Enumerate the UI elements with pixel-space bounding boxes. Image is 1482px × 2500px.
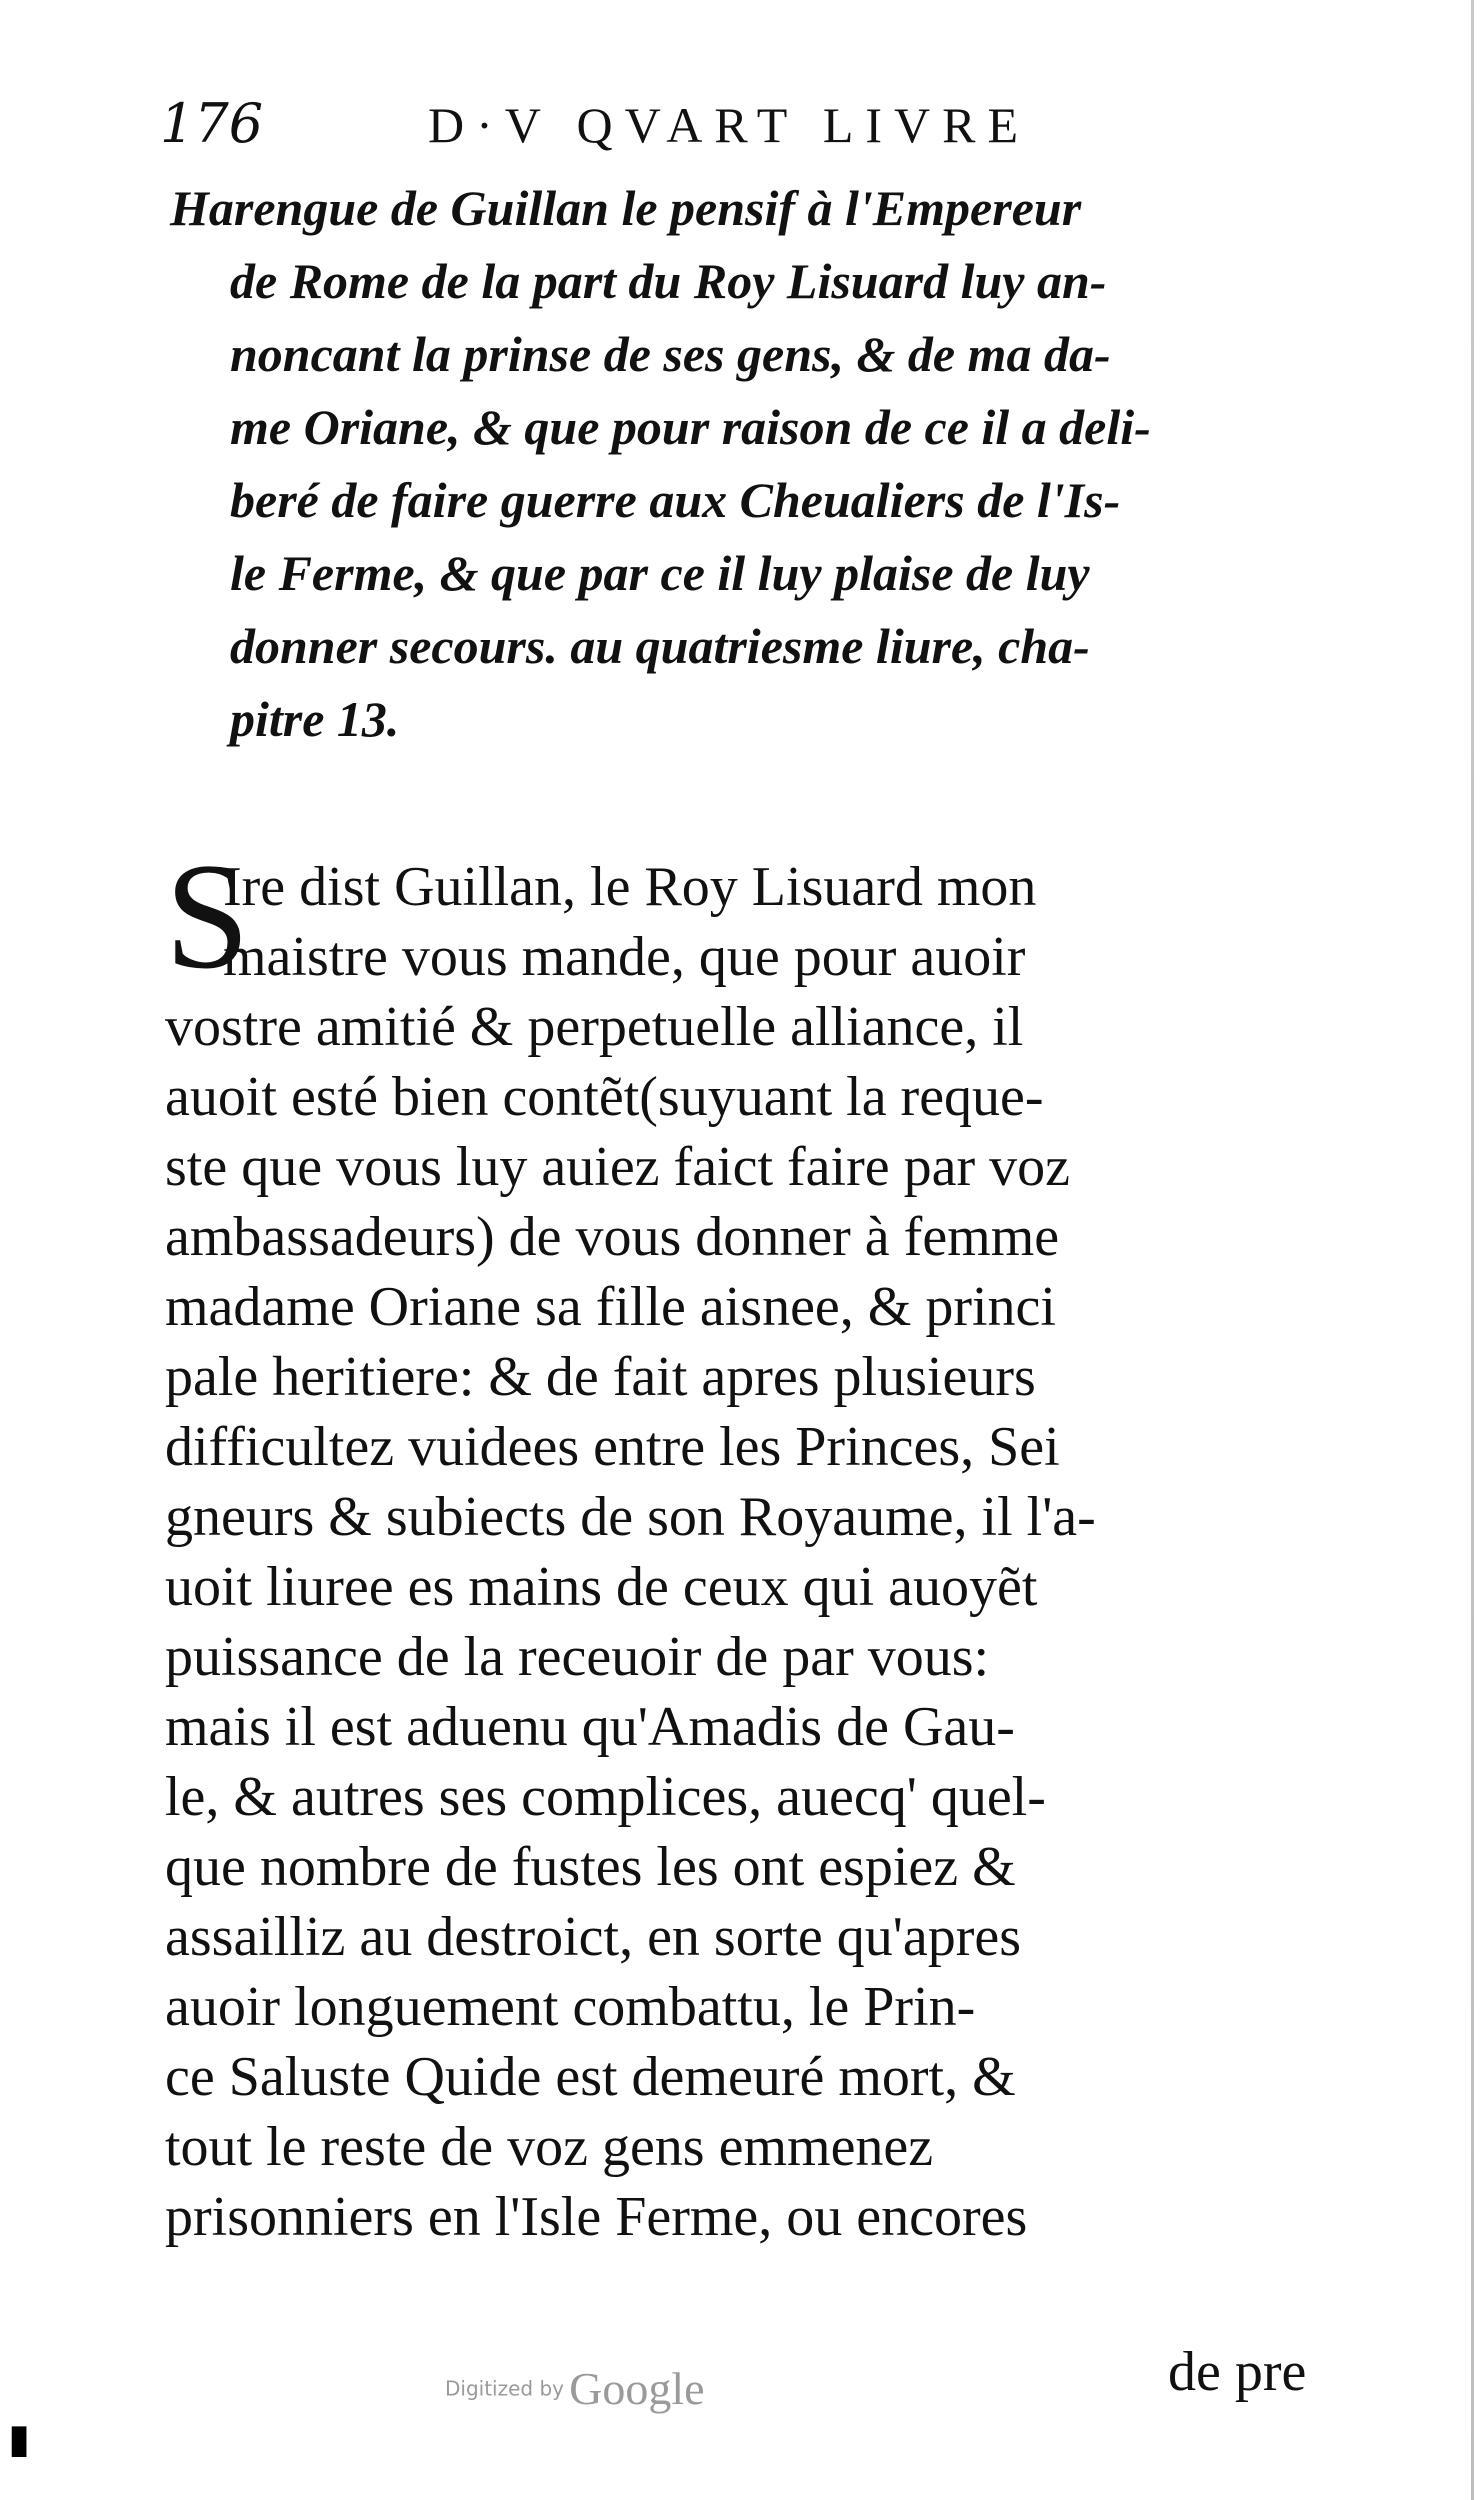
body-line: pale heritiere: & de fait apres plusieurs: [165, 1346, 1036, 1408]
chapter-summary: [170, 172, 1370, 756]
body-line: auoit esté bien contẽt(suyuant la reque-: [165, 1066, 1044, 1128]
body-line: ste que vous luy auiez faict faire par voz: [165, 1136, 1070, 1198]
google-logo-text: Google: [569, 2363, 705, 2414]
corner-ink-mark-icon: ▮: [8, 2416, 31, 2462]
body-line: gneurs & subiects de son Royaume, il l'a-: [165, 1486, 1096, 1548]
summary-line: de Rome de la part du Roy Lisuard luy an-: [230, 253, 1107, 309]
body-line: maistre vous mande, que pour auoir: [223, 926, 1026, 988]
page-number: 176: [160, 92, 264, 155]
body-line: prisonniers en l'Isle Ferme, ou encores: [165, 2186, 1028, 2248]
body-line: madame Oriane sa fille aisnee, & princi: [165, 1276, 1056, 1338]
body-line: vostre amitié & perpetuelle alliance, il: [165, 996, 1024, 1058]
summary-line: noncant la prinse de ses gens, & de ma da-: [230, 326, 1111, 382]
running-title: D·V QVART LIVRE: [428, 97, 1031, 153]
digitized-by-google-watermark: [445, 2362, 705, 2415]
body-line: que nombre de fustes les ont espiez &: [165, 1836, 1016, 1898]
body-line: difficultez vuidees entre les Princes, Sei: [165, 1416, 1060, 1478]
body-line: ce Saluste Quide est demeuré mort, &: [165, 2046, 1016, 2108]
page-header: [160, 92, 1360, 162]
body-line: ambassadeurs) de vous donner à femme: [165, 1206, 1060, 1268]
digitized-by-label: Digitized by: [445, 2376, 564, 2401]
body-line: auoir longuement combattu, le Prin-: [165, 1976, 976, 2038]
body-line: uoit liuree es mains de ceux qui auoyẽt: [165, 1556, 1038, 1618]
body-text: [165, 832, 1365, 2252]
body-line: assailliz au destroict, en sorte qu'apres: [165, 1906, 1022, 1968]
summary-line: pitre 13.: [230, 691, 400, 747]
summary-line: donner secours. au quatriesme liure, cha-: [230, 618, 1090, 674]
summary-line: Harengue de Guillan le pensif à l'Empereur: [170, 180, 1082, 236]
catchword: de pre: [1168, 2341, 1307, 2403]
summary-line: me Oriane, & que pour raison de ce il a deli-: [230, 399, 1151, 455]
body-line: mais il est aduenu qu'Amadis de Gau-: [165, 1696, 1015, 1758]
body-line: puissance de la receuoir de par vous:: [165, 1626, 990, 1688]
page-edge: [1471, 0, 1474, 2500]
body-line: tout le reste de voz gens emmenez: [165, 2116, 934, 2178]
summary-line: beré de faire guerre aux Cheualiers de l'Is-: [230, 472, 1121, 528]
summary-line: le Ferme, & que par ce il luy plaise de luy: [230, 545, 1090, 601]
body-line: le, & autres ses complices, auecq' quel-: [165, 1766, 1046, 1828]
drop-cap: S: [165, 832, 250, 1000]
body-line: Ire dist Guillan, le Roy Lisuard mon: [223, 856, 1037, 918]
